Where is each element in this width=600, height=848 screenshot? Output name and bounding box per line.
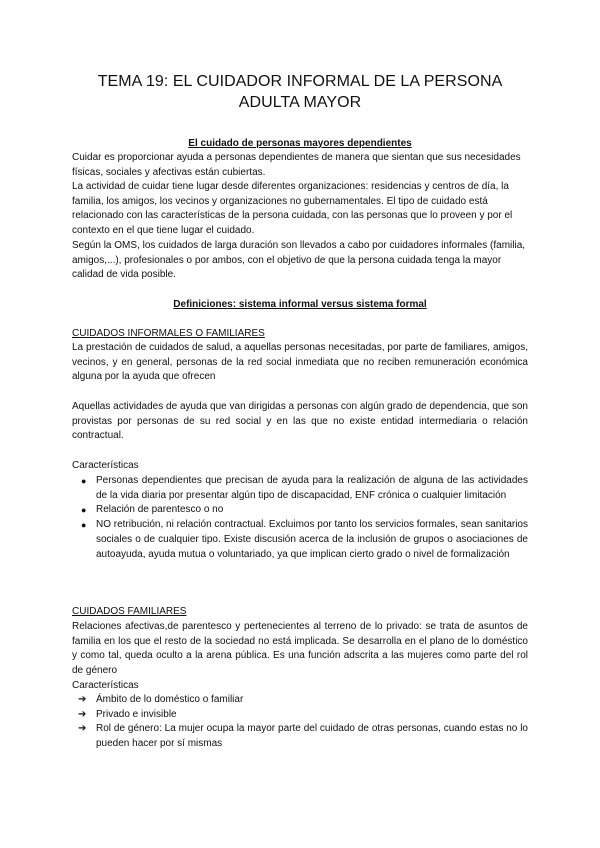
list-item: ➔ Privado e invisible xyxy=(72,708,528,723)
paragraph-actividad-cuidar: La actividad de cuidar tiene lugar desde diferentes organizaciones: residencias y centros de día, la familia, los amigos, los vecinos y organizaciones no gubernamentales. El tipo de cuidado está relacionado con las características de la persona cuidada, con las personas que lo proveen y por el contexto en el que tiene lugar el cuidado. xyxy=(72,181,513,237)
arrow-right-icon: ➔ xyxy=(78,723,87,735)
bullet-icon: ● xyxy=(81,505,87,516)
list-item: ➔ Ámbito de lo doméstico o familiar xyxy=(72,693,528,708)
paragraph-relaciones-afectivas: Relaciones afectivas,de parentesco y pertenecientes al terreno de lo privado: se trata de asuntos de familia en los que el resto de la sociedad no está implicada. Se desarrolla en el plano de lo doméstico y como tal, queda oculto a la arena pública. Es una función adscrita a las mujeres como parte del rol de género xyxy=(72,621,528,677)
paragraph-actividades-ayuda: Aquellas actividades de ayuda que van dirigidas a personas con algún grado de dependencia, que son provistas por personas de su red social y en las que no existe entidad intermediaria o relación contractual. xyxy=(72,401,528,442)
list-item: ➔ Rol de género: La mujer ocupa la mayor parte del cuidado de otras personas, cuando estas no lo pueden hacer por sí mismas xyxy=(78,723,528,750)
section-heading-definiciones: Definiciones: sistema informal versus sistema formal xyxy=(173,299,427,310)
caracteristicas-label-2: Características xyxy=(72,680,139,691)
list-item: ● Relación de parentesco o no xyxy=(72,503,528,518)
list-item: ● Personas dependientes que precisan de ayuda para la realización de alguna de las actividades de la vida diaria por presentar algún tipo de discapacidad, ENF crónica o cualquier limitación xyxy=(81,475,528,501)
caracteristicas-informales-list xyxy=(72,474,528,562)
paragraph-prestacion-cuidados: La prestación de cuidados de salud, a aquellas personas necesitadas, por parte de familiares, amigos, vecinos, y en general, personas de la red social inmediata que no reciben remuneración económica alguna por la ayuda que ofrecen xyxy=(72,342,528,383)
caracteristicas-label: Características xyxy=(72,460,139,471)
caracteristicas-familiares-list xyxy=(72,693,528,752)
list-item: ● NO retribución, ni relación contractual. Excluimos por tanto los servicios formales, sean sanitarios sociales o de cualquier tipo. Existe discusión acerca de la inclusión de grupos o asociaciones de autoayuda, ayuda mutua o voluntariado, ya que implican cierto grado o nivel de formalización xyxy=(81,519,528,560)
section-heading-cuidado: El cuidado de personas mayores dependientes xyxy=(188,138,412,149)
arrow-right-icon: ➔ xyxy=(78,694,87,705)
subheading-cuidados-familiares: CUIDADOS FAMILIARES xyxy=(72,606,187,617)
subheading-cuidados-informales: CUIDADOS INFORMALES O FAMILIARES xyxy=(72,328,265,339)
title-line-2: ADULTA MAYOR xyxy=(238,94,362,111)
paragraph-oms: Según la OMS, los cuidados de larga duración son llevados a cabo por cuidadores informales (familia, amigos,...), profesionales o por ambos, con el objetivo de que la persona cuidada tenga la mayor calidad de vida posible. xyxy=(72,240,526,281)
title-line-1: TEMA 19: EL CUIDADOR INFORMAL DE LA PERSONA xyxy=(97,73,503,90)
bullet-icon: ● xyxy=(81,520,87,531)
page-title xyxy=(72,71,528,113)
paragraph-cuidar-definicion: Cuidar es proporcionar ayuda a personas dependientes de manera que sientan que sus necesidades físicas, sociales y afectivas están cubiertas. xyxy=(72,152,521,178)
arrow-right-icon: ➔ xyxy=(78,708,87,720)
bullet-icon: ● xyxy=(81,476,87,486)
